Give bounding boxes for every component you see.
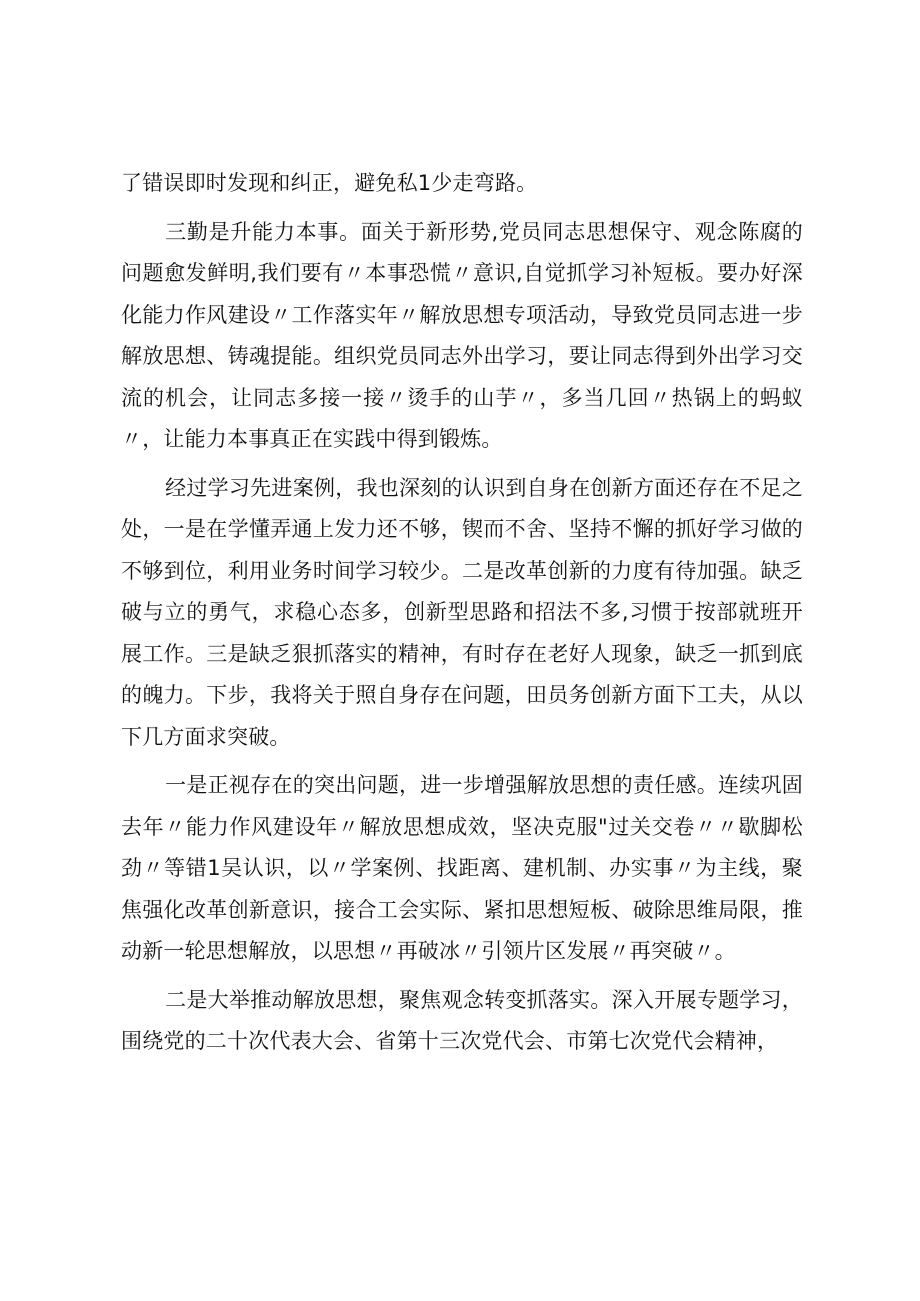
document-body: [121, 163, 803, 1063]
paragraph-3: 经过学习先进案例，我也深刻的认识到自身在创新方面还存在不足之处，一是在学懂弄通上发力还不够，锲而不舍、坚持不懈的抓好学习做的不够到位，利用业务时间学习较少。二是改革创新的力度有待加强。缺乏破与立的勇气，求稳心态多，创新型思路和招法不多,习惯于按部就班开展工作。三是缺乏狠抓落实的精神，有时存在老好人现象，缺乏一抓到底的魄力。下步，我将关于照自身存在问题，田员务创新方面下工夫，从以下几方面求突破。: [121, 475, 803, 749]
paragraph-4: 一是正视存在的突出问题，进一步增强解放思想的责任感。连续巩固去年〃能力作风建设年〃解放思想成效，坚决克服"过关交卷〃〃歇脚松劲〃等错1吴认识，以〃学案例、找距离、建机制、办实事〃为主线，聚焦强化改革创新意识，接合工会实际、紧扣思想短板、破除思维局限，推动新一轮思想解放，以思想〃再破冰〃引领片区发展〃再突破〃。: [121, 773, 803, 963]
paragraph-5: 二是大举推动解放思想，聚焦观念转变抓落实。深入开展专题学习，围绕党的二十次代表大会、省第十三次党代会、市第七次党代会精神，: [121, 987, 803, 1053]
paragraph-1: 了错误即时发现和纠正，避免私1少走弯路。: [121, 171, 538, 195]
paragraph-2: 三勤是升能力本事。面关于新形势,党员同志思想保守、观念陈腐的问题愈发鲜明,我们要有〃本事恐慌〃意识,自觉抓学习补短板。要办好深化能力作风建设〃工作落实年〃解放思想专项活动，导致党员同志进一步解放思想、铸魂提能。组织党员同志外出学习，要让同志得到外出学习交流的机会，让同志多接一接〃烫手的山芋〃，多当几回〃热锅上的蚂蚁〃，让能力本事真正在实践中得到锻炼。: [121, 219, 803, 451]
